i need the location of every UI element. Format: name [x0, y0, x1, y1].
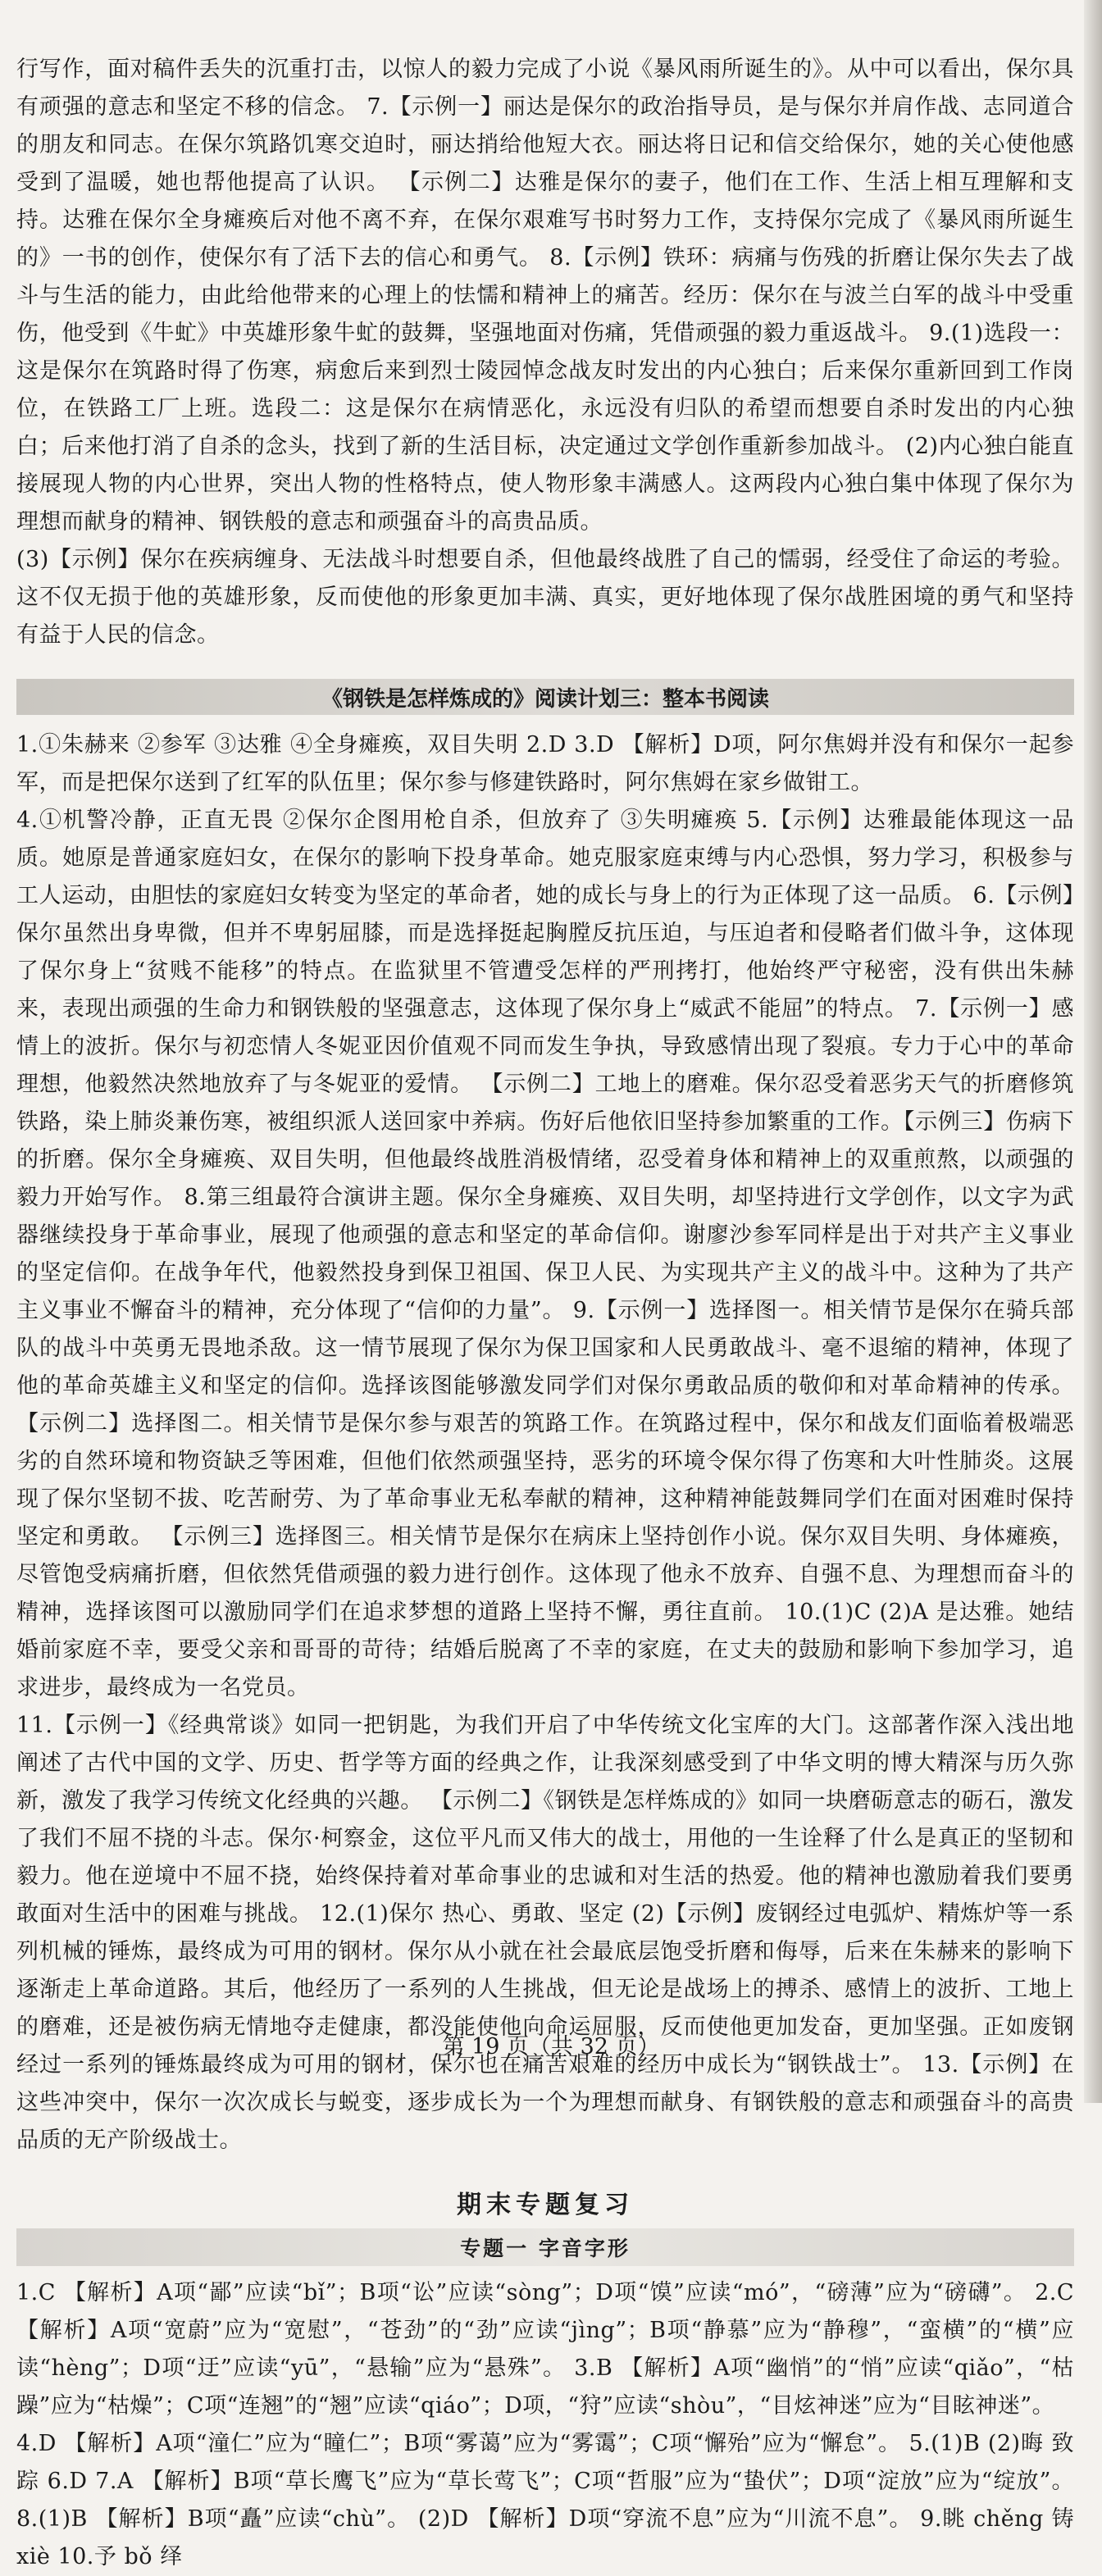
page-edge-shadow: [1084, 0, 1102, 2103]
answer-paragraph: 4.D 【解析】A项“潼仁”应为“瞳仁”；B项“雾蔼”应为“雾霭”；C项“懈殆”应为“懈怠”。 5.(1)B (2)晦 致 踪 6.D 7.A 【解析】B项“草长鹰飞”应为“草长莺飞”；C项“哲服”应为“蛰伏”；D项“淀放”应为“绽放”。 8.(1)B 【解析】B项“矗”应读“chù”。 (2)D 【解析】D项“穿流不息”应为“川流不息”。 9.眺 chěng 铸 xiè 10.予 bǒ 绎: [16, 2431, 1074, 2569]
answer-paragraph: (3)【示例】保尔在疾病缠身、无法战斗时想要自杀，但他最终战胜了自己的懦弱，经受住了命运的考验。这不仅无损于他的英雄形象，反而使他的形象更加丰满、真实，更好地体现了保尔战胜困境的勇气和坚持有益于人民的信念。: [16, 547, 1074, 648]
answer-paragraph: 11.【示例一】《经典常谈》如同一把钥匙，为我们开启了中华传统文化宝库的大门。这部著作深入浅出地阐述了古代中国的文学、历史、哲学等方面的经典之作，让我深刻感受到了中华文明的博大精深与历久弥新，激发了我学习传统文化经典的兴趣。 【示例二】《钢铁是怎样炼成的》如同一块磨砺意志的砺石，激发了我们不屈不挠的斗志。保尔·柯察金，这位平凡而又伟大的战士，用他的一生诠释了什么是真正的坚韧和毅力。他在逆境中不屈不挠，始终保持着对革命事业的忠诚和对生活的热爱。他的精神也激励着我们要勇敢面对生活中的困难与挑战。 12.(1)保尔 热心、勇敢、坚定 (2)【示例】废钢经过电弧炉、精炼炉等一系列机械的锤炼，最终成为可用的钢材。保尔从小就在社会最底层饱受折磨和侮辱，后来在朱赫来的影响下逐渐走上革命道路。其后，他经历了一系列的人生挑战，但无论是战场上的搏杀、感情上的波折、工地上的磨难，还是被伤病无情地夺走健康，都没能使他向命运屈服，反而使他更加发奋，更加坚强。正如废钢经过一系列的锤炼最终成为可用的钢材，保尔也在痛苦艰难的经历中成长为“钢铁战士”。 13.【示例】在这些冲突中，保尔一次次成长与蜕变，逐步成长为一个为理想而献身、有钢铁般的意志和顽强奋斗的高贵品质的无产阶级战士。: [16, 1713, 1074, 2153]
section-title: 期末专题复习: [457, 2191, 634, 2219]
answer-column: [16, 51, 1074, 2576]
page-number: 第 19 页（共 32 页）: [442, 2034, 660, 2059]
answer-paragraph: 1.①朱赫来 ②参军 ③达雅 ④全身瘫痪，双目失明 2.D 3.D 【解析】D项，阿尔焦姆并没有和保尔一起参军，而是把保尔送到了红军的队伍里；保尔参与修建铁路时，阿尔焦姆在家乡做钳工。: [16, 732, 1074, 795]
reading-plan-banner: 《钢铁是怎样炼成的》阅读计划三：整本书阅读: [16, 679, 1074, 715]
answer-paragraph: 行写作，面对稿件丢失的沉重打击，以惊人的毅力完成了小说《暴风雨所诞生的》。从中可以看出，保尔具有顽强的意志和坚定不移的信念。 7.【示例一】丽达是保尔的政治指导员，是与保尔并肩作战、志同道合的朋友和同志。在保尔筑路饥寒交迫时，丽达捎给他短大衣。丽达将日记和信交给保尔，她的关心使他感受到了温暖，她也帮他提高了认识。 【示例二】达雅是保尔的妻子，他们在工作、生活上相互理解和支持。达雅在保尔全身瘫痪后对他不离不弃，在保尔艰难写书时努力工作，支持保尔完成了《暴风雨所诞生的》一书的创作，使保尔有了活下去的信心和勇气。 8.【示例】铁环：病痛与伤残的折磨让保尔失去了战斗与生活的能力，由此给他带来的心理上的怯懦和精神上的痛苦。经历：保尔在与波兰白军的战斗中受重伤，他受到《牛虻》中英雄形象牛虻的鼓舞，坚强地面对伤痛，凭借顽强的毅力重返战斗。 9.(1)选段一：这是保尔在筑路时得了伤寒，病愈后来到烈士陵园悼念战友时发出的内心独白；后来保尔重新回到工作岗位，在铁路工厂上班。选段二：这是保尔在病情恶化，永远没有归队的希望而想要自杀时发出的内心独白；后来他打消了自杀的念头，找到了新的生活目标，决定通过文学创作重新参加战斗。 (2)内心独白能直接展现人物的内心世界，突出人物的性格特点，使人物形象丰满感人。这两段内心独白集中体现了保尔为理想而献身的精神、钢铁般的意志和顽强奋斗的高贵品质。: [16, 57, 1074, 535]
answer-paragraph: 4.①机警冷静，正直无畏 ②保尔企图用枪自杀，但放弃了 ③失明瘫痪 5.【示例】达雅最能体现这一品质。她原是普通家庭妇女，在保尔的影响下投身革命。她克服家庭束缚与内心恐惧，努力学习，积极参与工人运动，由胆怯的家庭妇女转变为坚定的革命者，她的成长与身上的行为正体现了这一品质。 6.【示例】保尔虽然出身卑微，但并不卑躬屈膝，而是选择挺起胸膛反抗压迫，与压迫者和侵略者们做斗争，这体现了保尔身上“贫贱不能移”的特点。在监狱里不管遭受怎样的严刑拷打，他始终严守秘密，没有供出朱赫来，表现出顽强的生命力和钢铁般的坚强意志，这体现了保尔身上“威武不能屈”的特点。 7.【示例一】感情上的波折。保尔与初恋情人冬妮亚因价值观不同而发生争执，导致感情出现了裂痕。专力于心中的革命理想，他毅然决然地放弃了与冬妮亚的爱情。 【示例二】工地上的磨难。保尔忍受着恶劣天气的折磨修筑铁路，染上肺炎兼伤寒，被组织派人送回家中养病。伤好后他依旧坚持参加繁重的工作。【示例三】伤病下的折磨。保尔全身瘫痪、双目失明，但他最终战胜消极情绪，忍受着身体和精神上的双重煎熬，以顽强的毅力开始写作。 8.第三组最符合演讲主题。保尔全身瘫痪、双目失明，却坚持进行文学创作，以文字为武器继续投身于革命事业，展现了他顽强的意志和坚定的革命信仰。谢廖沙参军同样是出于对共产主义事业的坚定信仰。在战争年代，他毅然投身到保卫祖国、保卫人民、为实现共产主义的战斗中。这种为了共产主义事业不懈奋斗的精神，充分体现了“信仰的力量”。 9.【示例一】选择图一。相关情节是保尔在骑兵部队的战斗中英勇无畏地杀敌。这一情节展现了保尔为保卫国家和人民勇敢战斗、毫不退缩的精神，体现了他的革命英雄主义和坚定的信仰。选择该图能够激发同学们对保尔勇敢品质的敬仰和对革命精神的传承。 【示例二】选择图二。相关情节是保尔参与艰苦的筑路工作。在筑路过程中，保尔和战友们面临着极端恶劣的自然环境和物资缺乏等困难，但他们依然顽强坚持，恶劣的环境令保尔得了伤寒和大叶性肺炎。这展现了保尔坚韧不拔、吃苦耐劳、为了革命事业无私奉献的精神，这种精神能鼓舞同学们在面对困难时保持坚定和勇敢。 【示例三】选择图三。相关情节是保尔在病床上坚持创作小说。保尔双目失明、身体瘫痪，尽管饱受病痛折磨，但依然凭借顽强的毅力进行创作。这体现了他永不放弃、自强不息、为理想而奋斗的精神，选择该图可以激励同学们在追求梦想的道路上坚持不懈，勇往直前。 10.(1)C (2)A 是达雅。她结婚前家庭不幸，要受父亲和哥哥的苛待；结婚后脱离了不幸的家庭，在丈夫的鼓励和影响下参加学习，追求进步，最终成为一名党员。: [16, 808, 1074, 1700]
topic-title: 专题一 字音字形: [16, 2228, 1074, 2266]
answer-paragraph: 1.C 【解析】A项“鄙”应读“bǐ”；B项“讼”应读“sòng”；D项“馍”应读“mó”，“磅薄”应为“磅礴”。 2.C 【解析】A项“宽蔚”应为“宽慰”，“苍劲”的“劲”应读“jìng”；B项“静慕”应为“静穆”，“蛮横”的“横”应读“hèng”；D项“迂”应读“yū”，“悬输”应为“悬殊”。 3.B 【解析】A项“幽悄”的“悄”应读“qiǎo”，“枯躁”应为“枯燥”；C项“连翘”的“翘”应读“qiáo”；D项，“狩”应读“shòu”，“目炫神迷”应为“目眩神迷”。: [16, 2280, 1074, 2419]
